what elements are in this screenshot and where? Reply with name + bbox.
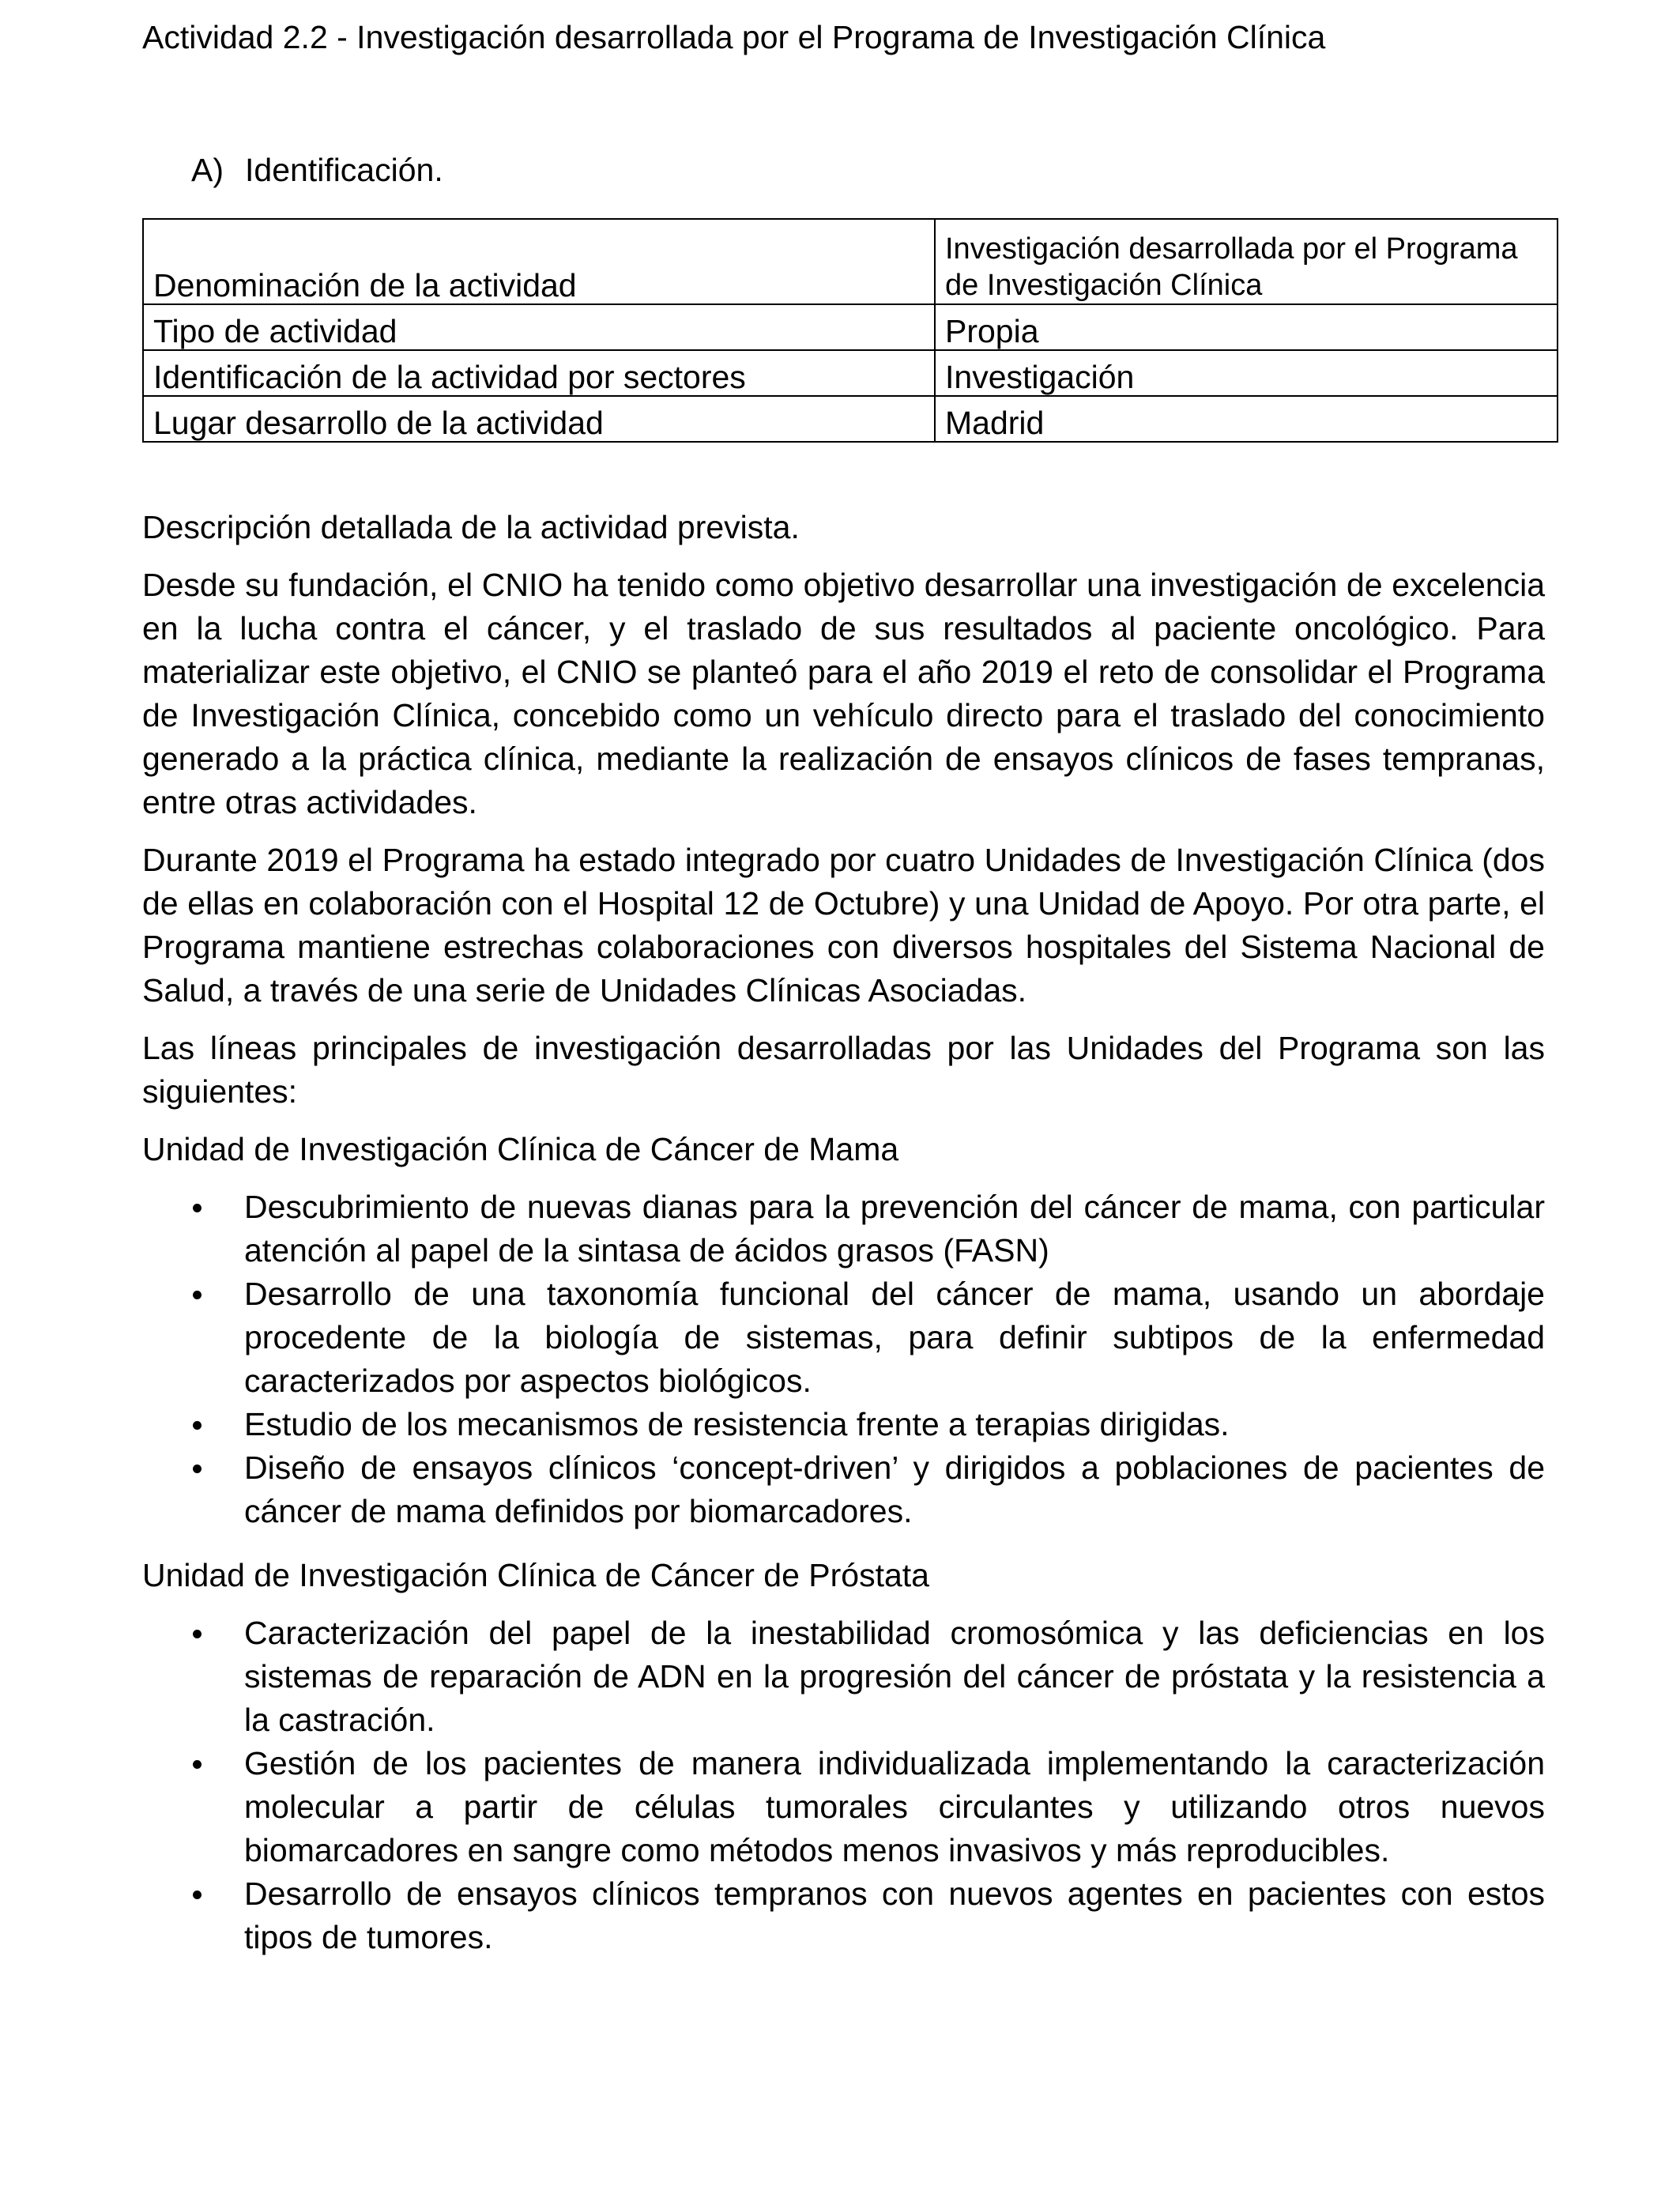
paragraph: Las líneas principales de investigación desarrolladas por las Unidades del Programa son las siguientes: — [142, 1030, 1545, 1110]
list-item — [142, 1872, 1545, 1959]
bullet-icon — [193, 1891, 202, 1899]
section-heading-identification — [191, 150, 443, 190]
section-title: Identificación. — [245, 152, 443, 188]
list-item-text: Desarrollo de una taxonomía funcional del cáncer de mama, usando un abordaje procedente de la biología de sistemas, para definir subtipos de la enfermedad caracterizados por aspectos biológicos. — [244, 1276, 1545, 1399]
list-item — [142, 1446, 1545, 1533]
list-item-text: Caracterización del papel de la inestabilidad cromosómica y las deficiencias en los sistemas de reparación de ADN en la progresión del cáncer de próstata y la resistencia a la castración. — [244, 1615, 1545, 1738]
bullet-icon — [193, 1204, 202, 1212]
section-marker: A) — [191, 152, 224, 188]
table-cell-value: Madrid — [935, 396, 1558, 442]
unit-title: Unidad de Investigación Clínica de Cáncer de Próstata — [142, 1557, 929, 1593]
list-item-text: Desarrollo de ensayos clínicos tempranos con nuevos agentes en pacientes con estos tipos de tumores. — [244, 1875, 1545, 1955]
paragraph: Durante 2019 el Programa ha estado integrado por cuatro Unidades de Investigación Clínica (dos de ellas en colaboración con el Hospital 12 de Octubre) y una Unidad de Apoyo. Por otra parte, el Programa mantiene estrechas colaboraciones con diversos hospitales del Sistema Nacional de Salud, a través de una serie de Unidades Clínicas Asociadas. — [142, 842, 1545, 1008]
bullet-icon — [193, 1421, 202, 1430]
table-cell-value: Investigación — [935, 350, 1558, 396]
list-item — [142, 1403, 1545, 1446]
list-item-text: Diseño de ensayos clínicos ‘concept-driven’ y dirigidos a poblaciones de pacientes de cáncer de mama definidos por biomarcadores. — [244, 1449, 1545, 1529]
identification-table — [142, 218, 1558, 443]
list-item — [142, 1272, 1545, 1403]
bullet-list — [142, 1612, 1545, 1959]
table-cell-value: Investigación desarrollada por el Programa de Investigación Clínica — [935, 219, 1558, 304]
table-cell-label: Lugar desarrollo de la actividad — [143, 396, 935, 442]
bullet-icon — [193, 1630, 202, 1638]
list-item — [142, 1742, 1545, 1872]
list-item — [142, 1612, 1545, 1742]
unit-title: Unidad de Investigación Clínica de Cáncer de Mama — [142, 1131, 899, 1167]
list-item-text: Gestión de los pacientes de manera individualizada implementando la caracterización molecular a partir de células tumorales circulantes y utilizando otros nuevos biomarcadores en sangre como métodos menos invasivos y más reproducibles. — [244, 1745, 1545, 1868]
bullet-list — [142, 1186, 1545, 1533]
list-item-text: Descubrimiento de nuevas dianas para la prevención del cáncer de mama, con particular atención al papel de la sintasa de ácidos grasos (FASN) — [244, 1189, 1545, 1269]
bullet-icon — [193, 1291, 202, 1299]
list-item — [142, 1186, 1545, 1272]
paragraph: Desde su fundación, el CNIO ha tenido como objetivo desarrollar una investigación de excelencia en la lucha contra el cáncer, y el traslado de sus resultados al paciente oncológico. Para materializar este objetivo, el CNIO se planteó para el año 2019 el reto de consolidar el Programa de Investigación Clínica, concebido como un vehículo directo para el traslado del conocimiento generado a la práctica clínica, mediante la realización de ensayos clínicos de fases tempranas, entre otras actividades. — [142, 567, 1545, 820]
table-cell-label: Tipo de actividad — [143, 304, 935, 350]
description-label: Descripción detallada de la actividad prevista. — [142, 509, 800, 545]
bullet-icon — [193, 1760, 202, 1769]
table-cell-label: Denominación de la actividad — [143, 219, 935, 304]
table-row — [143, 350, 1558, 396]
list-item-text: Estudio de los mecanismos de resistencia frente a terapias dirigidas. — [244, 1406, 1230, 1442]
bullet-icon — [193, 1465, 202, 1473]
table-row — [143, 396, 1558, 442]
page-title: Actividad 2.2 - Investigación desarrollada por el Programa de Investigación Clínica — [142, 19, 1326, 55]
table-cell-label: Identificación de la actividad por sectores — [143, 350, 935, 396]
table-cell-value: Propia — [935, 304, 1558, 350]
document-body — [142, 506, 1545, 1980]
table-row — [143, 219, 1558, 304]
table-row — [143, 304, 1558, 350]
